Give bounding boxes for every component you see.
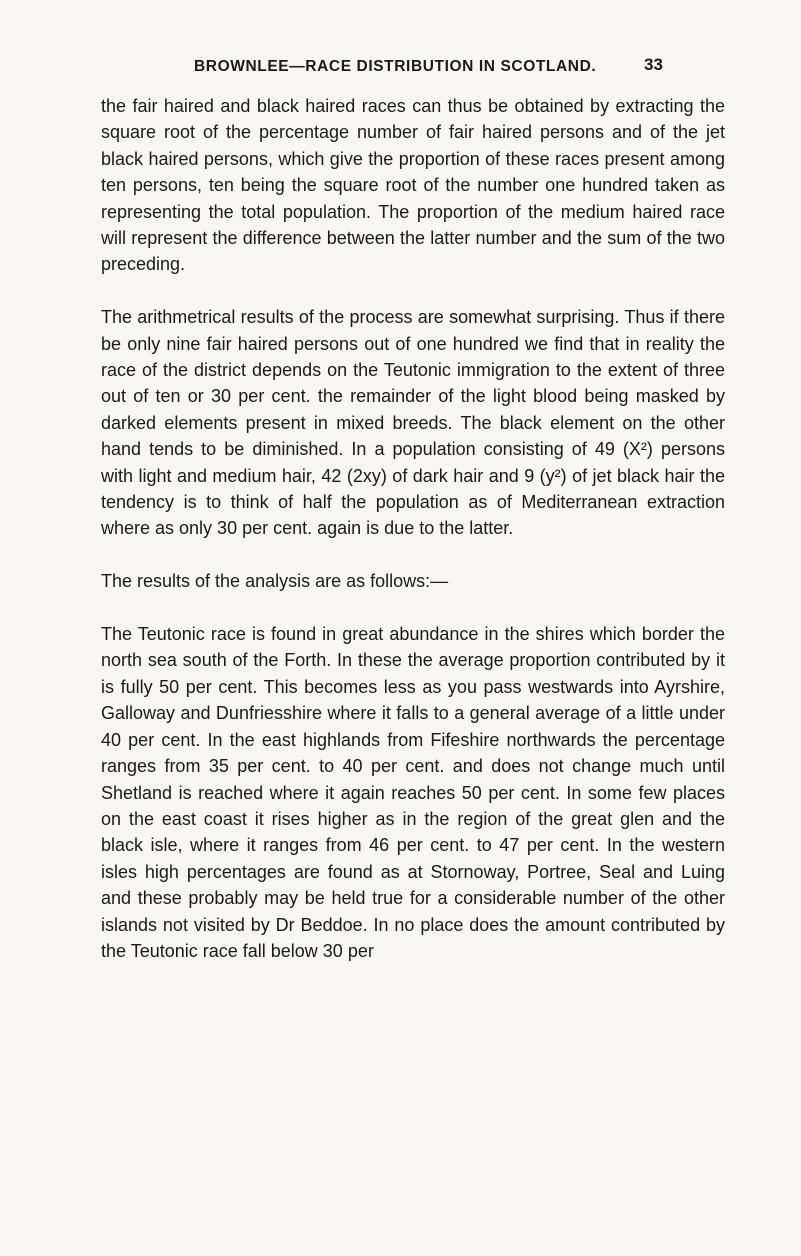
paragraph-2: The arithmetrical results of the process are somewhat surprising. Thus if there be only nine fair haired persons out of one hundred we find that in reality the race of the district depends on the Teutonic immigration to the extent of three out of ten or 30 per cent. the remainder of the light blood being masked by darked elements present in mixed breeds. The black element on the other hand tends to be diminished. In a population consisting of 49 (X²) persons with light and medium hair, 42 (2xy) of dark hair and 9 (y²) of jet black hair the tendency is to think of half the population as of Mediterranean extraction where as only 30 per cent. again is due to the latter. xyxy=(101,307,725,539)
paragraph-3: The results of the analysis are as follows:— xyxy=(101,571,449,592)
body-text xyxy=(101,93,725,964)
paragraph-4: The Teutonic race is found in great abundance in the shires which border the north sea south of the Forth. In these the average proportion contributed by it is fully 50 per cent. This becomes less as you pass westwards into Ayrshire, Galloway and Dunfriesshire where it falls to a general average of a little under 40 per cent. In the east highlands from Fifeshire northwards the percentage ranges from 35 per cent. to 40 per cent. and does not change much until Shetland is reached where it again reaches 50 per cent. In some few places on the east coast it rises higher as in the region of the great glen and the black isle, where it ranges from 46 per cent. to 47 per cent. In the western isles high percentages are found as at Stornoway, Portree, Seal and Luing and these probably may be held true for a considerable number of the other islands not visited by Dr Beddoe. In no place does the amount contributed by the Teutonic race fall below 30 per xyxy=(101,624,725,961)
page-number: 33 xyxy=(644,55,663,74)
paragraph-1: the fair haired and black haired races can thus be obtained by extracting the square root of the percentage number of fair haired persons and of the jet black haired persons, which give the proportion of these races present among ten persons, ten being the square root of the number one hundred taken as representing the total population. The proportion of the medium haired race will represent the difference between the latter number and the sum of the two preceding. xyxy=(101,96,725,275)
running-header: BROWNLEE—RACE DISTRIBUTION IN SCOTLAND. xyxy=(194,58,597,75)
